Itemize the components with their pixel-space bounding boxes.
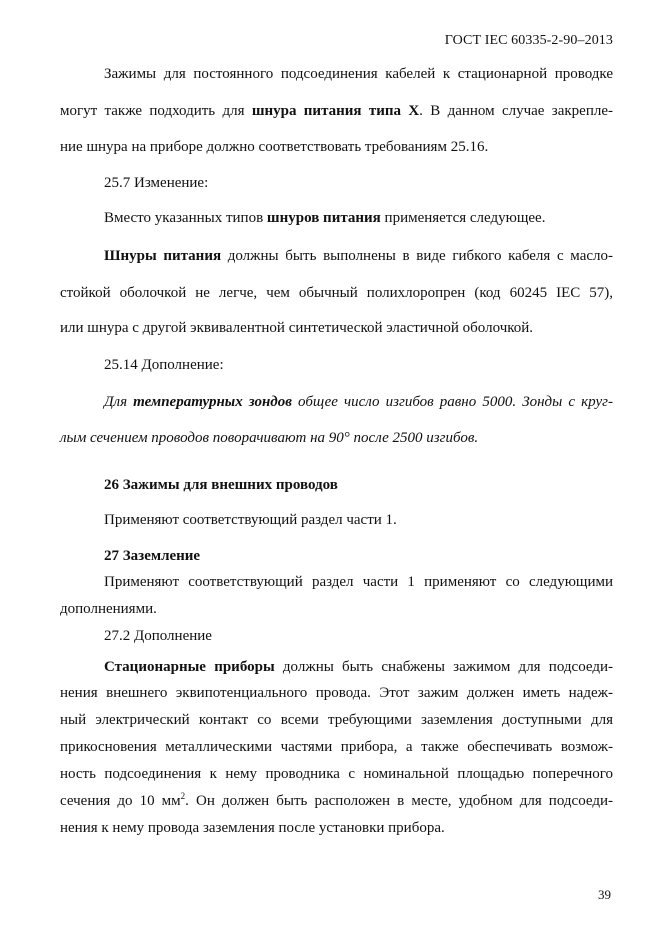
p6-line1: Применяют соответствующий раздел части 1 применяют со следующими xyxy=(104,574,613,590)
term-temperature-probes: температурных зондов xyxy=(133,394,292,410)
p4-line1: Для температурных зондов общее число изгибов равно 5000. Зонды с круг- xyxy=(104,394,613,410)
section-26-heading: 26 Зажимы для внешних проводов xyxy=(104,477,338,493)
superscript-2: 2 xyxy=(180,791,186,801)
section-25-7-title: 25.7 Изменение: xyxy=(104,175,209,191)
term-power-cords-bold: Шнуры питания xyxy=(104,248,222,264)
term-power-cords: шнуров питания xyxy=(266,210,381,226)
p6-line2: дополнениями. xyxy=(60,601,157,617)
p5: Применяют соответствующий раздел части 1. xyxy=(104,512,397,528)
section-27-2-title: 27.2 Дополнение xyxy=(104,628,212,644)
page-number: 39 xyxy=(598,887,611,902)
document-code-header: ГОСТ IEC 60335-2-90–2013 xyxy=(444,33,613,48)
p7-line4: прикосновения металлическими частями прибора, а также обеспечивать возмож- xyxy=(60,739,613,755)
p3-line1: Шнуры питания должны быть выполнены в виде гибкого кабеля с масло- xyxy=(104,248,613,264)
p1-line3: ние шнура на приборе должно соответствовать требованиям 25.16. xyxy=(60,139,489,155)
p7-line5: ность подсоединения к нему проводника с номинальной площадью поперечного xyxy=(60,766,613,782)
term-power-cord-type-x: шнура питания типа Х xyxy=(251,103,420,119)
p7-line2: нения внешнего эквипотенциального провода. Этот зажим должен иметь надеж- xyxy=(60,685,613,701)
p7-line7: нения к нему провода заземления после установки прибора. xyxy=(60,820,445,836)
p4-line2: лым сечением проводов поворачивают на 90° после 2500 изгибов. xyxy=(60,430,479,446)
p3-line3: или шнура с другой эквивалентной синтетической эластичной оболочкой. xyxy=(60,320,534,336)
section-27-heading: 27 Заземление xyxy=(104,548,201,564)
p7-line6: сечения до 10 $мм^2$. Он должен быть расположен в месте, удобном для подсоеди- xyxy=(60,791,613,809)
section-25-14-title: 25.14 Дополнение: xyxy=(104,357,224,373)
p2: Вместо указанных типов шнуров питания применяется следующее. xyxy=(104,210,546,226)
p7-line3: ный электрический контакт со всеми требующими заземления доступными для xyxy=(60,712,613,728)
p1-line1: Зажимы для постоянного подсоединения кабелей к стационарной проводке xyxy=(104,66,613,82)
p3-line2: стойкой оболочкой не легче, чем обычный полихлоропрен (код 60245 IEC 57), xyxy=(60,285,613,301)
term-stationary-appliances: Стационарные приборы xyxy=(104,659,275,675)
p7-line1: Стационарные приборы должны быть снабжены зажимом для подсоеди- xyxy=(104,659,613,675)
p1-line2: могут также подходить для шнура питания типа Х. В данном случае закрепле- xyxy=(60,103,613,119)
